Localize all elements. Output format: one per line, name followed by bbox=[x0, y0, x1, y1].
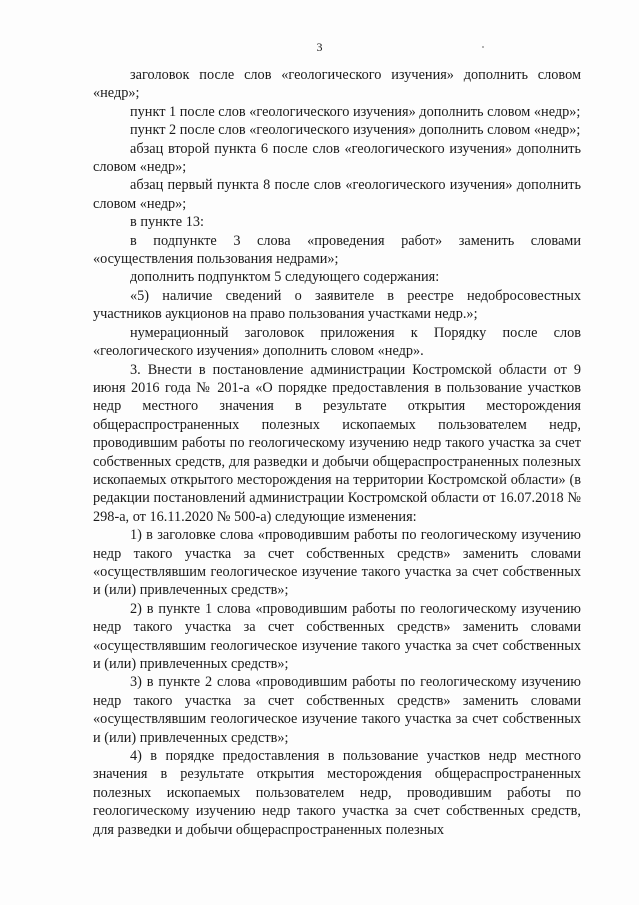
paragraph-10: нумерационный заголовок приложения к Порядку после слов «геологического изучения» дополнить словом «недр». bbox=[93, 324, 581, 360]
paragraph-4: абзац второй пункта 6 после слов «геологического изучения» дополнить словом «недр»; bbox=[93, 140, 581, 176]
paragraph-15: 4) в порядке предоставления в пользование участков недр местного значения в результате открытия месторождения общераспространенных полезных ископаемых пользователем недр, проводившим работы по геологическому изучению недр такого участка за счет собственных средств, для разведки и добычи общераспространенных полезных bbox=[93, 748, 581, 838]
paragraph-11: 3. Внести в постановление администрации Костромской области от 9 июня 2016 года № 201-а «О порядке предоставления в пользование участков недр местного значения в результате открытия месторождения общераспространенных полезных ископаемых пользователем недр, проводившим работы по геологическому изучению недр такого участка за счет собственных средств, для разведки и добычи общераспространенных полезных ископаемых открытого месторождения на территории Костромской области» (в редакции постановлений администрации Костромской области от 16.07.2018 № 298-а, от 16.11.2020 № 500-а) следующие изменения: bbox=[93, 361, 581, 525]
document-body bbox=[93, 66, 581, 839]
paragraph-14: 3) в пункте 2 слова «проводившим работы по геологическому изучению недр такого участка за счет собственных средств» заменить словами «осуществлявшим геологическое изучение такого участка за счет собственных и (или) привлеченных средств»; bbox=[93, 674, 581, 746]
page-number: 3 bbox=[316, 40, 323, 54]
paragraph-12: 1) в заголовке слова «проводившим работы по геологическому изучению недр такого участка за счет собственных средств» заменить словами «осуществлявшим геологическое изучение такого участка за счет собственных и (или) привлеченных средств»; bbox=[93, 527, 581, 599]
paragraph-3: пункт 2 после слов «геологического изучения» дополнить словом «недр»; bbox=[130, 122, 581, 139]
paragraph-1: заголовок после слов «геологического изучения» дополнить словом «недр»; bbox=[93, 67, 581, 102]
paragraph-2: пункт 1 после слов «геологического изучения» дополнить словом «недр»; bbox=[130, 103, 581, 120]
paragraph-8: дополнить подпунктом 5 следующего содержания: bbox=[130, 269, 440, 286]
scan-speck bbox=[482, 46, 484, 48]
paragraph-13: 2) в пункте 1 слова «проводившим работы по геологическому изучению недр такого участка за счет собственных средств» заменить словами «осуществлявшим геологическое изучение такого участка за счет собственных и (или) привлеченных средств»; bbox=[93, 600, 581, 672]
paragraph-7: в подпункте 3 слова «проведения работ» заменить словами «осуществления пользования недрами»; bbox=[93, 232, 581, 268]
paragraph-5: абзац первый пункта 8 после слов «геологического изучения» дополнить словом «недр»; bbox=[93, 177, 581, 212]
paragraph-6: в пункте 13: bbox=[130, 214, 204, 231]
paragraph-9: «5) наличие сведений о заявителе в реестре недобросовестных участников аукционов на право пользования участками недр.»; bbox=[93, 287, 581, 323]
